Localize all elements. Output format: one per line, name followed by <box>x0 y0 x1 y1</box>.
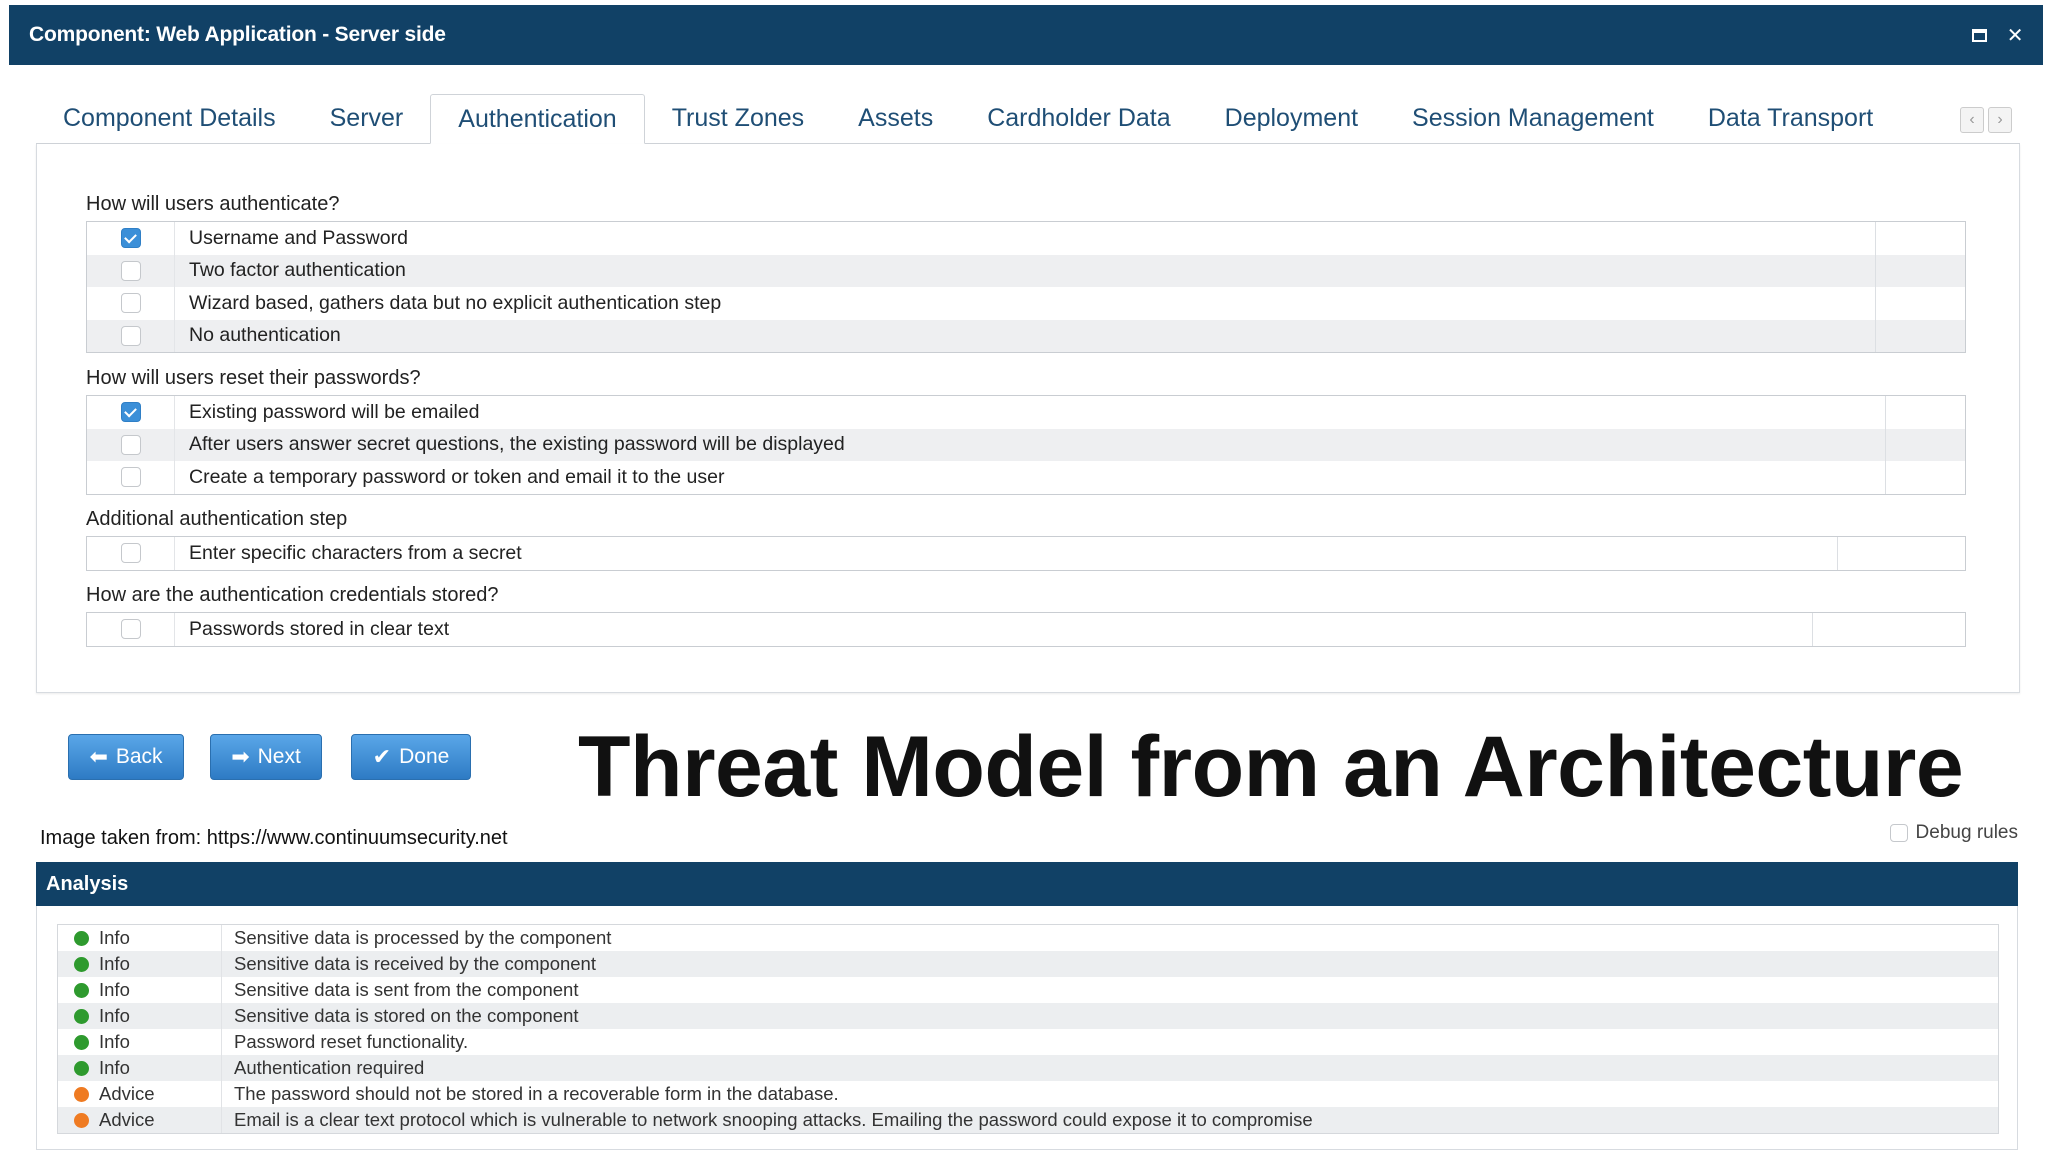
checkbox[interactable] <box>121 543 141 563</box>
info-status-icon <box>74 957 89 972</box>
option-label: Username and Password <box>189 226 408 249</box>
option-row[interactable] <box>87 287 1965 320</box>
level-label: Info <box>99 1005 130 1026</box>
level-label: Info <box>99 953 130 974</box>
debug-rules-toggle[interactable] <box>1890 822 2018 844</box>
option-label: Wizard based, gathers data but no explicit authentication step <box>189 291 722 314</box>
checkbox[interactable] <box>121 435 141 455</box>
analysis-title: Analysis <box>46 872 129 895</box>
scroll-right-icon[interactable]: › <box>1988 107 2012 133</box>
option-group <box>86 536 1966 571</box>
level-label: Info <box>99 927 130 948</box>
advice-status-icon <box>74 1113 89 1128</box>
option-label: Existing password will be emailed <box>189 400 480 423</box>
option-label: Two factor authentication <box>189 259 406 282</box>
option-row[interactable] <box>87 461 1965 494</box>
option-row[interactable] <box>87 222 1965 255</box>
analysis-message: Password reset functionality. <box>234 1031 469 1052</box>
table-row <box>58 925 1998 951</box>
analysis-message: Sensitive data is stored on the component <box>234 1005 579 1026</box>
arrow-left-icon: ⬅ <box>89 744 108 769</box>
tab-server[interactable]: Server <box>329 104 404 132</box>
option-group <box>86 221 1966 353</box>
close-icon[interactable]: ✕ <box>2006 24 2024 47</box>
info-status-icon <box>74 931 89 946</box>
level-label: Info <box>99 1031 130 1052</box>
tab-cardholder-data[interactable]: Cardholder Data <box>987 104 1171 132</box>
table-row <box>58 977 1998 1003</box>
question-label: How will users authenticate? <box>86 193 340 215</box>
tab-assets[interactable]: Assets <box>858 104 934 132</box>
info-status-icon <box>74 983 89 998</box>
table-row <box>58 1003 1998 1029</box>
level-label: Info <box>99 979 130 1000</box>
analysis-message: Sensitive data is received by the component <box>234 953 596 974</box>
question-label: Additional authentication step <box>86 508 348 530</box>
option-row[interactable] <box>87 255 1965 288</box>
checkbox[interactable] <box>121 402 141 422</box>
level-label: Info <box>99 1057 130 1078</box>
level-label: Advice <box>99 1109 155 1130</box>
option-label: Passwords stored in clear text <box>189 617 450 640</box>
scroll-left-icon[interactable]: ‹ <box>1960 107 1984 133</box>
option-row[interactable] <box>87 613 1965 646</box>
option-label: Create a temporary password or token and email it to the user <box>189 465 725 488</box>
level-label: Advice <box>99 1083 155 1104</box>
debug-rules-label: Debug rules <box>1915 822 2018 843</box>
tab-strip <box>36 95 2020 144</box>
option-row[interactable] <box>87 537 1965 570</box>
option-row[interactable] <box>87 396 1965 429</box>
advice-status-icon <box>74 1087 89 1102</box>
table-row <box>58 1081 1998 1107</box>
option-label: No authentication <box>189 324 341 347</box>
analysis-message: Sensitive data is processed by the component <box>234 927 612 948</box>
option-group <box>86 395 1966 495</box>
info-status-icon <box>74 1061 89 1076</box>
table-row <box>58 1107 1998 1133</box>
tab-trust-zones[interactable]: Trust Zones <box>671 104 805 132</box>
info-status-icon <box>74 1035 89 1050</box>
option-label: Enter specific characters from a secret <box>189 541 522 564</box>
table-row <box>58 1055 1998 1081</box>
debug-rules-checkbox[interactable] <box>1890 824 1908 842</box>
checkbox[interactable] <box>121 228 141 248</box>
analysis-header <box>36 862 2018 906</box>
arrow-right-icon: ➡ <box>231 744 250 769</box>
analysis-table <box>57 924 1999 1134</box>
table-row <box>58 951 1998 977</box>
next-button[interactable]: ➡ Next <box>210 734 322 780</box>
analysis-message: Sensitive data is sent from the component <box>234 979 579 1000</box>
tab-component-details[interactable]: Component Details <box>63 104 276 132</box>
info-status-icon <box>74 1009 89 1024</box>
option-row[interactable] <box>87 429 1965 462</box>
checkbox[interactable] <box>121 326 141 346</box>
checkbox[interactable] <box>121 293 141 313</box>
analysis-message: Email is a clear text protocol which is vulnerable to network snooping attacks. Emailing the password could expose it to compromise <box>234 1109 1313 1130</box>
slide-headline: Threat Model from an Architecture <box>578 719 1964 815</box>
option-row[interactable] <box>87 320 1965 353</box>
analysis-message: Authentication required <box>234 1057 425 1078</box>
tab-authentication[interactable]: Authentication <box>430 94 644 144</box>
checkbox[interactable] <box>121 619 141 639</box>
analysis-message: The password should not be stored in a recoverable form in the database. <box>234 1083 839 1104</box>
checkbox[interactable] <box>121 261 141 281</box>
tab-deployment[interactable]: Deployment <box>1224 104 1359 132</box>
question-label: How will users reset their passwords? <box>86 367 421 389</box>
tab-data-transport[interactable]: Data Transport <box>1707 104 1874 132</box>
checkbox[interactable] <box>121 467 141 487</box>
maximize-icon[interactable] <box>1967 23 1991 47</box>
window-titlebar <box>9 5 2043 65</box>
analysis-panel <box>36 906 2018 1150</box>
window-controls <box>1967 23 2027 47</box>
tab-session-management[interactable]: Session Management <box>1412 104 1654 132</box>
checkmark-icon: ✔ <box>372 744 392 769</box>
option-group <box>86 612 1966 647</box>
back-button[interactable]: ⬅ Back <box>68 734 184 780</box>
window-title: Component: Web Application - Server side <box>29 23 446 46</box>
option-label: After users answer secret questions, the existing password will be displayed <box>189 433 845 456</box>
tab-scroll-controls <box>1956 103 2016 137</box>
image-credit: Image taken from: https://www.continuumsecurity.net <box>40 827 508 849</box>
done-button[interactable]: ✔ Done <box>351 734 471 780</box>
table-row <box>58 1029 1998 1055</box>
question-label: How are the authentication credentials stored? <box>86 584 499 606</box>
